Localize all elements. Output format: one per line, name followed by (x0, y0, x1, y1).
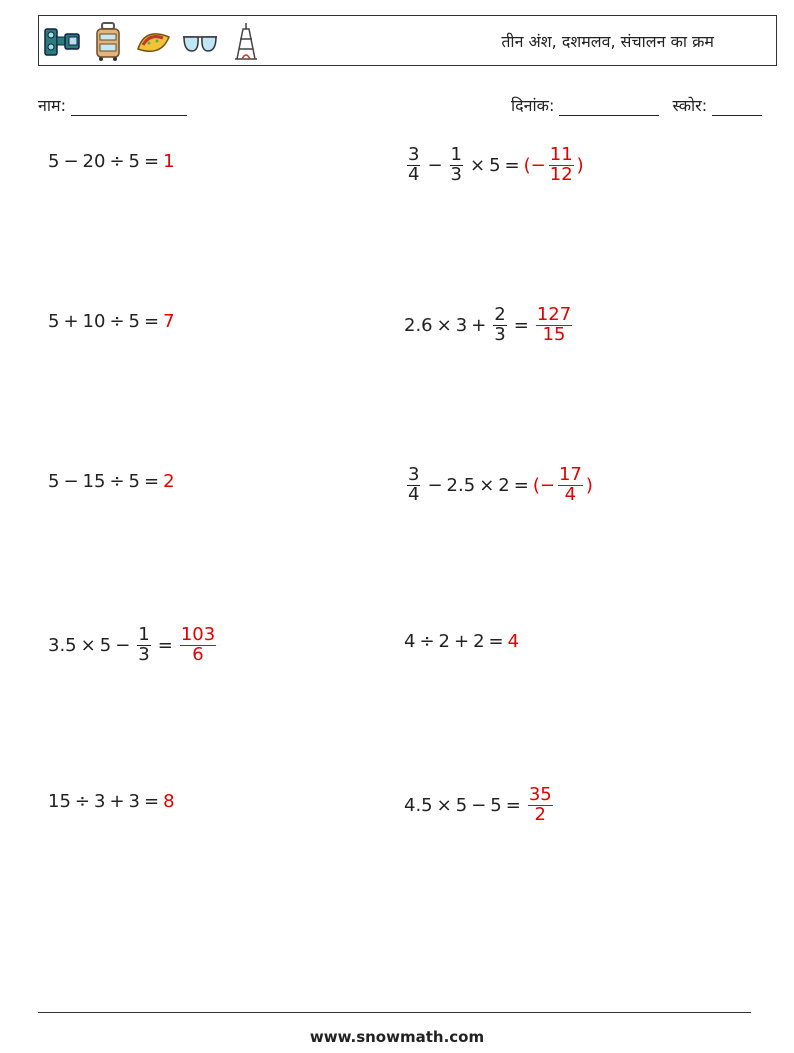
equals-sign: = (144, 151, 160, 172)
numerator: 11 (549, 144, 573, 165)
operator: − (427, 474, 443, 496)
operator: − (63, 471, 79, 492)
operator: + (63, 311, 79, 332)
operand: 5 (489, 154, 501, 176)
operator: × (470, 154, 486, 176)
open-paren: (− (523, 154, 546, 176)
operand: 3.5 (48, 634, 77, 656)
answer-fraction (528, 786, 553, 825)
operator: + (471, 314, 487, 336)
name-label: नाम: (38, 96, 66, 115)
numerator: 1 (138, 624, 150, 645)
operator: × (436, 314, 452, 336)
operand: 5 (128, 311, 140, 332)
numerator: 127 (536, 304, 572, 325)
denominator: 3 (450, 163, 462, 185)
header-icons (43, 20, 265, 64)
answer-fraction (536, 306, 572, 345)
denominator: 12 (549, 163, 573, 185)
denominator: 4 (408, 483, 420, 505)
suitcase-icon (89, 21, 127, 63)
operand: 5 (48, 471, 60, 492)
eiffel-tower-icon (227, 21, 265, 63)
denominator: 4 (408, 163, 420, 185)
fraction (407, 466, 420, 505)
footer-url[interactable]: www.snowmath.com (309, 1028, 485, 1046)
problem-5 (48, 471, 175, 492)
operand: 5 (455, 794, 468, 816)
numerator: 3 (408, 144, 420, 165)
equals-sign: = (513, 314, 529, 336)
equals-sign: = (513, 474, 529, 496)
problem-3 (48, 311, 175, 332)
operand: 5 (128, 471, 140, 492)
equals-sign: = (144, 311, 160, 332)
answer: 7 (163, 311, 175, 332)
problem-10 (404, 786, 556, 825)
operand: 15 (48, 791, 71, 812)
answer (533, 306, 575, 345)
numerator: 35 (528, 784, 552, 805)
answer (177, 626, 219, 665)
numerator: 3 (408, 464, 420, 485)
operand: 3 (455, 314, 468, 336)
operator: − (471, 794, 487, 816)
fraction (137, 626, 150, 665)
problem-9 (48, 791, 175, 812)
operator: × (436, 794, 452, 816)
operand: 2 (473, 631, 485, 652)
operand: 2.6 (404, 314, 433, 336)
fraction (450, 146, 463, 185)
problem-4 (404, 306, 575, 345)
operand: 2 (438, 631, 450, 652)
worksheet-header (38, 15, 777, 66)
answer (524, 146, 584, 185)
operator: ÷ (109, 311, 125, 332)
operator: + (454, 631, 470, 652)
problem-2 (404, 146, 584, 185)
answer-fraction (558, 466, 583, 505)
answer-fraction (180, 626, 216, 665)
operand: 5 (99, 634, 112, 656)
numerator: 2 (494, 304, 506, 325)
operator: − (427, 154, 443, 176)
answer: 8 (163, 791, 175, 812)
operator: ÷ (74, 791, 90, 812)
operand: 5 (48, 151, 60, 172)
date-score-field (511, 94, 762, 116)
numerator: 17 (558, 464, 582, 485)
equals-sign: = (144, 471, 160, 492)
denominator: 3 (138, 643, 150, 665)
operand: 2.5 (446, 474, 476, 496)
operand: 10 (82, 311, 106, 332)
equals-sign: = (504, 154, 520, 176)
problem-7 (48, 626, 219, 665)
open-paren: (− (532, 474, 555, 496)
equals-sign: = (157, 634, 173, 656)
equals-sign: = (144, 791, 160, 812)
operand: 20 (82, 151, 106, 172)
problem-8 (404, 631, 519, 652)
name-blank[interactable] (71, 99, 187, 116)
operand: 4.5 (404, 794, 433, 816)
denominator: 15 (542, 323, 566, 345)
score-label: स्कोर: (672, 96, 708, 115)
operator: × (80, 634, 96, 656)
operand: 3 (128, 791, 140, 812)
numerator: 103 (180, 624, 216, 645)
problem-6 (404, 466, 593, 505)
operator: − (115, 634, 131, 656)
score-blank[interactable] (712, 99, 762, 116)
numerator: 1 (450, 144, 462, 165)
fraction (407, 146, 420, 185)
operand: 5 (128, 151, 140, 172)
operand: 3 (94, 791, 106, 812)
operator: − (63, 151, 79, 172)
footer-divider (38, 1012, 751, 1013)
operand: 5 (490, 794, 502, 816)
fraction (493, 306, 506, 345)
operand: 5 (48, 311, 60, 332)
operand: 15 (82, 471, 106, 492)
name-field (38, 94, 187, 116)
taco-icon (135, 21, 173, 63)
answer (525, 786, 556, 825)
worksheet-title: तीन अंश, दशमलव, संचालन का क्रम (501, 32, 714, 51)
denominator: 2 (534, 803, 546, 825)
operator: ÷ (109, 471, 125, 492)
equals-sign: = (488, 631, 504, 652)
answer: 4 (507, 631, 520, 652)
answer: 2 (163, 471, 175, 492)
operator: ÷ (419, 631, 435, 652)
equals-sign: = (505, 794, 521, 816)
sunglasses-icon (181, 21, 219, 63)
date-blank[interactable] (559, 99, 659, 116)
denominator: 4 (564, 483, 577, 505)
denominator: 6 (192, 643, 204, 665)
camcorder-icon (43, 21, 81, 63)
operator: ÷ (109, 151, 125, 172)
close-paren: ) (585, 474, 593, 496)
date-label: दिनांक: (511, 96, 555, 115)
operand: 2 (498, 474, 510, 496)
answer-fraction (549, 146, 574, 185)
operator: × (479, 474, 495, 496)
answer (533, 466, 593, 505)
close-paren: ) (576, 154, 584, 176)
operator: + (109, 791, 125, 812)
problem-1 (48, 151, 175, 172)
operand: 4 (404, 631, 416, 652)
answer: 1 (163, 151, 175, 172)
denominator: 3 (494, 323, 506, 345)
